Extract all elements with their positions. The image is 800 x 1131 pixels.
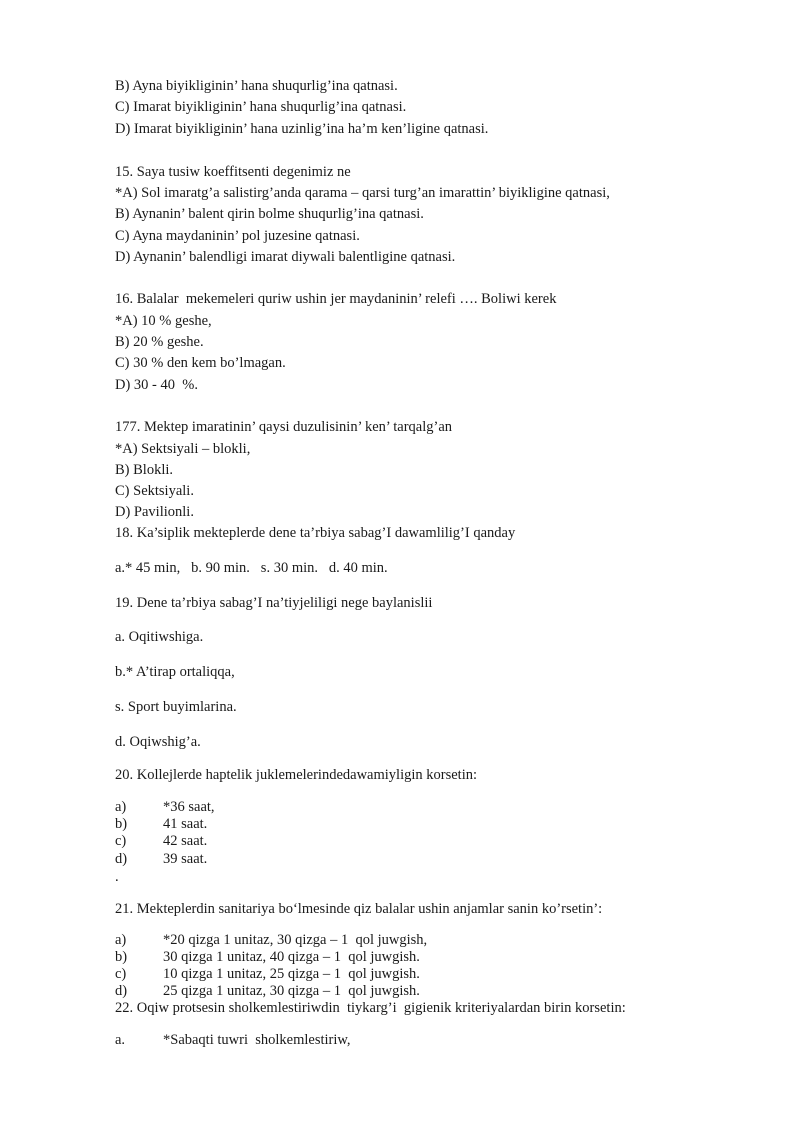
answer-option: D) Pavilionli. xyxy=(115,504,194,520)
option-text: *20 qizga 1 unitaz, 30 qizga – 1 qol juwgish, xyxy=(163,932,428,948)
answer-option: *A) Sol imaratg’a salistirg’anda qarama – qarsi turg’an imarattin’ biyikligine qatnasi, xyxy=(115,185,610,201)
option-text: 30 qizga 1 unitaz, 40 qizga – 1 qol juwgish. xyxy=(163,949,420,965)
answer-option: D) Imarat biyikliginin’ hana uzinlig’ina ha’m ken’ligine qatnasi. xyxy=(115,121,489,137)
option-text: 25 qizga 1 unitaz, 30 qizga – 1 qol juwgish. xyxy=(163,983,420,999)
option-label: a) xyxy=(115,932,127,948)
question-20: 20. Kollejlerde haptelik juklemelerindedawamiyligin korsetin: xyxy=(115,767,477,783)
answer-option: C) 30 % den kem bo’lmagan. xyxy=(115,355,286,371)
option-label: d) xyxy=(115,983,128,999)
option-label: a. xyxy=(115,1032,126,1048)
option-label: a) xyxy=(115,799,127,815)
answer-option: B) Blokli. xyxy=(115,462,174,478)
option-label: c) xyxy=(115,833,127,849)
answer-option: C) Imarat biyikliginin’ hana shuqurlig’ina qatnasi. xyxy=(115,99,407,115)
answer-option: b.* A’tirap ortaliqqa, xyxy=(115,664,235,680)
answer-option: C) Sektsiyali. xyxy=(115,483,194,499)
question-19: 19. Dene ta’rbiya sabag’I na’tiyjeliligi nege baylanislii xyxy=(115,595,433,611)
answer-options-inline: a.* 45 min, b. 90 min. s. 30 min. d. 40 min. xyxy=(115,560,388,576)
answer-option: C) Ayna maydaninin’ pol juzesine qatnasi. xyxy=(115,228,360,244)
question-177: 177. Mektep imaratinin’ qaysi duzulisinin’ ken’ tarqalg’an xyxy=(115,419,453,435)
option-text: 39 saat. xyxy=(163,851,208,867)
answer-option: d. Oqiwshig’a. xyxy=(115,734,201,750)
answer-option: a. Oqitiwshiga. xyxy=(115,629,204,645)
answer-option: D) Aynanin’ balendligi imarat diywali balentligine qatnasi. xyxy=(115,249,456,265)
answer-option: s. Sport buyimlarina. xyxy=(115,699,237,715)
answer-option: *A) 10 % geshe, xyxy=(115,313,212,329)
answer-option: B) Ayna biyikliginin’ hana shuqurlig’ina qatnasi. xyxy=(115,78,398,94)
option-label: d) xyxy=(115,851,128,867)
answer-option: B) Aynanin’ balent qirin bolme shuqurlig’ina qatnasi. xyxy=(115,206,424,222)
option-text: 41 saat. xyxy=(163,816,208,832)
question-15: 15. Saya tusiw koeffitsenti degenimiz ne xyxy=(115,164,351,180)
answer-option: D) 30 - 40 %. xyxy=(115,377,198,393)
question-16: 16. Balalar mekemeleri quriw ushin jer maydaninin’ relefi …. Boliwi kerek xyxy=(115,291,557,307)
stray-dot: . xyxy=(115,869,119,885)
answer-option: *A) Sektsiyali – blokli, xyxy=(115,441,251,457)
option-text: 42 saat. xyxy=(163,833,208,849)
question-18: 18. Ka’siplik mekteplerde dene ta’rbiya sabag’I dawamlilig’I qanday xyxy=(115,525,516,541)
option-text: 10 qizga 1 unitaz, 25 qizga – 1 qol juwgish. xyxy=(163,966,420,982)
option-text: *Sabaqti tuwri sholkemlestiriw, xyxy=(163,1032,351,1048)
option-label: c) xyxy=(115,966,127,982)
question-22: 22. Oqiw protsesin sholkemlestiriwdin tiykarg’i gigienik kriteriyalardan birin korsetin: xyxy=(115,1000,626,1016)
answer-option: B) 20 % geshe. xyxy=(115,334,204,350)
option-label: b) xyxy=(115,816,128,832)
option-text: *36 saat, xyxy=(163,799,215,815)
question-21: 21. Mekteplerdin sanitariya bo‘lmesinde qiz balalar ushin anjamlar sanin ko’rsetin’: xyxy=(115,901,603,917)
option-label: b) xyxy=(115,949,128,965)
